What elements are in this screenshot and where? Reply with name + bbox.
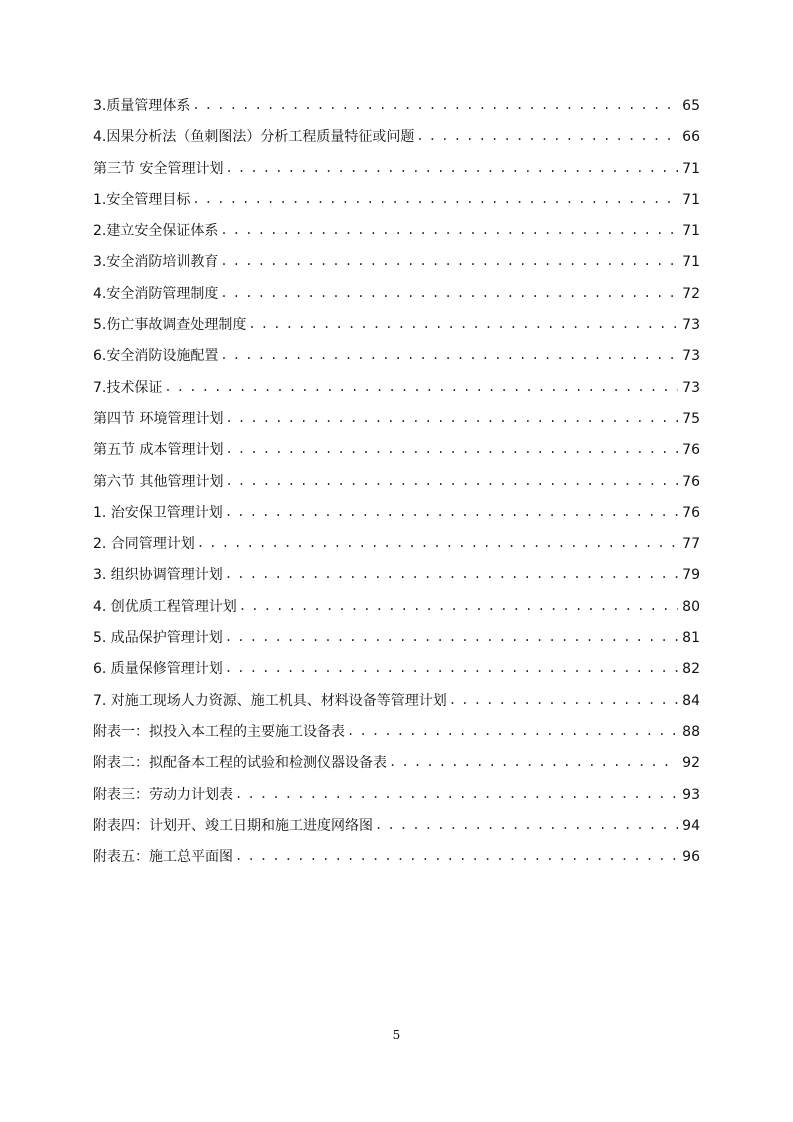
toc-entry-title: 第三节 安全管理计划 bbox=[93, 160, 224, 177]
toc-entry-title: 附表五：施工总平面图 bbox=[93, 849, 233, 866]
toc-entry[interactable] bbox=[93, 373, 700, 404]
toc-dot-leader bbox=[347, 716, 678, 747]
toc-entry-page: 94 bbox=[682, 817, 700, 834]
toc-entry-title: 附表二：拟配备本工程的试验和检测仪器设备表 bbox=[93, 755, 387, 772]
toc-entry-title: 6. 质量保修管理计划 bbox=[93, 661, 223, 678]
toc-entry-title: 3.质量管理体系 bbox=[93, 98, 191, 114]
toc-entry[interactable] bbox=[93, 341, 700, 372]
toc-entry-page: 71 bbox=[682, 223, 700, 240]
toc-dot-leader bbox=[220, 246, 678, 277]
toc-entry-page: 73 bbox=[682, 317, 700, 334]
toc-entry-page: 71 bbox=[682, 254, 700, 271]
toc-entry-page: 96 bbox=[682, 849, 700, 866]
toc-entry-page: 71 bbox=[682, 160, 700, 177]
toc-dot-leader bbox=[248, 309, 678, 340]
toc-dot-leader bbox=[225, 653, 678, 684]
toc-dot-leader bbox=[235, 841, 678, 872]
toc-entry[interactable] bbox=[93, 154, 700, 185]
toc-entry-title: 第五节 成本管理计划 bbox=[93, 442, 224, 459]
toc-dot-leader bbox=[192, 90, 678, 121]
toc-entry[interactable] bbox=[93, 122, 700, 153]
toc-entry-title: 6.安全消防设施配置 bbox=[93, 348, 219, 365]
toc-dot-leader bbox=[220, 278, 678, 309]
toc-entry-page: 73 bbox=[682, 379, 700, 396]
toc-entry[interactable] bbox=[93, 247, 700, 278]
toc-dot-leader bbox=[225, 497, 678, 528]
toc-dot-leader bbox=[389, 747, 678, 778]
toc-entry-title: 附表三：劳动力计划表 bbox=[93, 786, 233, 803]
toc-entry[interactable] bbox=[93, 686, 700, 717]
toc-entry-page: 82 bbox=[682, 661, 700, 678]
toc-dot-leader bbox=[416, 121, 678, 152]
toc-entry[interactable] bbox=[93, 216, 700, 247]
toc-dot-leader bbox=[235, 779, 678, 810]
toc-dot-leader bbox=[225, 153, 678, 184]
toc-entry-title: 3. 组织协调管理计划 bbox=[93, 567, 223, 584]
toc-entry[interactable] bbox=[93, 560, 700, 591]
toc-entry-page: 81 bbox=[682, 630, 700, 647]
toc-entry[interactable] bbox=[93, 842, 700, 873]
toc-dot-leader bbox=[220, 340, 678, 371]
toc-entry-page: 72 bbox=[682, 285, 700, 302]
toc-entry-page: 77 bbox=[682, 536, 700, 553]
toc-entry[interactable] bbox=[93, 529, 700, 560]
page-number: 5 bbox=[392, 1028, 401, 1042]
toc-entry[interactable] bbox=[93, 654, 700, 685]
toc-entry[interactable] bbox=[93, 717, 700, 748]
toc-dot-leader bbox=[225, 622, 678, 653]
toc-dot-leader bbox=[225, 466, 678, 497]
toc-entry-title: 附表四：计划开、竣工日期和施工进度网络图 bbox=[93, 817, 373, 834]
toc-entry[interactable] bbox=[93, 592, 700, 623]
toc-entry-page: 75 bbox=[682, 410, 700, 427]
toc-dot-leader bbox=[164, 372, 678, 403]
toc-entry[interactable] bbox=[93, 467, 700, 498]
toc-dot-leader bbox=[220, 215, 678, 246]
toc-entry[interactable] bbox=[93, 435, 700, 466]
toc-entry-page: 92 bbox=[682, 755, 700, 772]
toc-entry-title: 4.因果分析法（鱼刺图法）分析工程质量特征或问题 bbox=[93, 129, 415, 146]
toc-dot-leader bbox=[449, 685, 678, 716]
toc-entry-title: 4. 创优质工程管理计划 bbox=[93, 598, 237, 615]
toc-entry-title: 第四节 环境管理计划 bbox=[93, 410, 224, 427]
toc-entry-title: 2.建立安全保证体系 bbox=[93, 223, 219, 240]
toc-entry-page: 66 bbox=[682, 129, 700, 146]
toc-entry-page: 76 bbox=[682, 473, 700, 490]
toc-dot-leader bbox=[375, 810, 678, 841]
table-of-contents bbox=[93, 91, 700, 873]
toc-entry-title: 7. 对施工现场人力资源、施工机具、材料设备等管理计划 bbox=[93, 692, 447, 709]
toc-dot-leader bbox=[192, 184, 678, 215]
toc-dot-leader bbox=[225, 434, 678, 465]
toc-entry-page: 80 bbox=[682, 598, 700, 615]
toc-entry[interactable] bbox=[93, 310, 700, 341]
toc-entry-page: 73 bbox=[682, 348, 700, 365]
toc-entry-title: 3.安全消防培训教育 bbox=[93, 254, 219, 271]
toc-entry[interactable] bbox=[93, 748, 700, 779]
toc-entry-page: 79 bbox=[682, 567, 700, 584]
toc-entry-title: 5. 成品保护管理计划 bbox=[93, 630, 223, 647]
toc-entry[interactable] bbox=[93, 623, 700, 654]
toc-entry-page: 84 bbox=[682, 692, 700, 709]
toc-entry-page: 71 bbox=[682, 191, 700, 208]
toc-entry[interactable] bbox=[93, 404, 700, 435]
toc-entry-title: 7.技术保证 bbox=[93, 379, 163, 396]
toc-entry-title: 1. 治安保卫管理计划 bbox=[93, 504, 223, 521]
toc-entry-title: 4.安全消防管理制度 bbox=[93, 285, 219, 302]
toc-entry-page: 88 bbox=[682, 723, 700, 740]
toc-entry[interactable] bbox=[93, 185, 700, 216]
toc-entry-title: 第六节 其他管理计划 bbox=[93, 473, 224, 490]
toc-entry[interactable] bbox=[93, 91, 700, 122]
toc-entry-title: 附表一：拟投入本工程的主要施工设备表 bbox=[93, 723, 345, 740]
toc-entry[interactable] bbox=[93, 498, 700, 529]
toc-entry[interactable] bbox=[93, 780, 700, 811]
toc-entry-title: 1.安全管理目标 bbox=[93, 191, 191, 208]
toc-dot-leader bbox=[225, 559, 678, 590]
toc-entry-page: 76 bbox=[682, 442, 700, 459]
toc-dot-leader bbox=[225, 403, 678, 434]
toc-entry-title: 5.伤亡事故调查处理制度 bbox=[93, 317, 247, 334]
toc-entry-page: 93 bbox=[682, 786, 700, 803]
toc-dot-leader bbox=[239, 591, 678, 622]
toc-entry-page: 65 bbox=[682, 98, 700, 114]
toc-dot-leader bbox=[197, 528, 678, 559]
toc-entry-page: 76 bbox=[682, 504, 700, 521]
toc-entry-title: 2. 合同管理计划 bbox=[93, 536, 195, 553]
toc-entry[interactable] bbox=[93, 811, 700, 842]
toc-entry[interactable] bbox=[93, 279, 700, 310]
